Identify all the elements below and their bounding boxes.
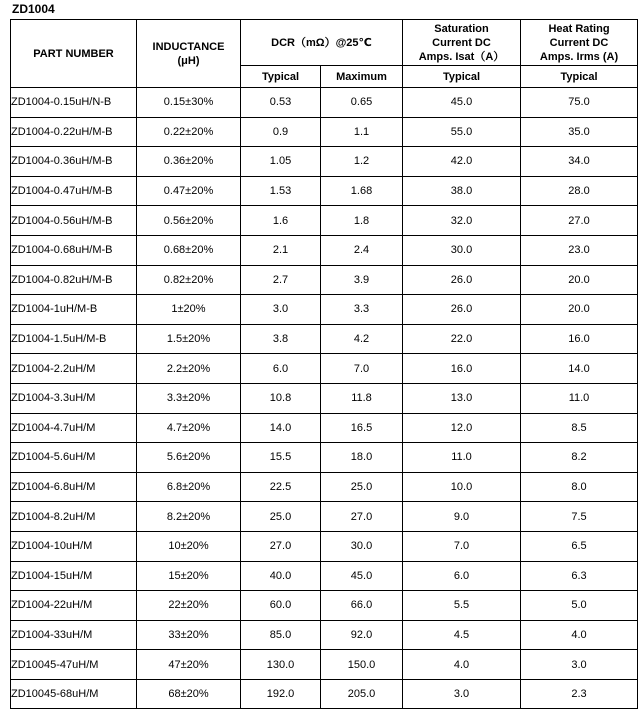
cell-part-number: ZD1004-5.6uH/M (11, 443, 137, 473)
cell-dcr-maximum: 1.2 (321, 147, 403, 177)
cell-isat-typical: 26.0 (403, 295, 521, 325)
cell-part-number: ZD1004-0.82uH/M-B (11, 265, 137, 295)
cell-dcr-maximum: 4.2 (321, 324, 403, 354)
table-row (11, 383, 638, 413)
cell-irms-typical: 34.0 (521, 147, 638, 177)
cell-isat-typical: 6.0 (403, 561, 521, 591)
cell-isat-typical: 55.0 (403, 117, 521, 147)
cell-part-number: ZD1004-4.7uH/M (11, 413, 137, 443)
header-saturation-line2: Current DC (432, 36, 491, 49)
cell-irms-typical: 8.0 (521, 472, 638, 502)
cell-isat-typical: 4.0 (403, 650, 521, 680)
table-row (11, 265, 638, 295)
cell-dcr-maximum: 0.65 (321, 88, 403, 118)
cell-dcr-maximum: 25.0 (321, 472, 403, 502)
table-row (11, 502, 638, 532)
cell-inductance: 15±20% (137, 561, 241, 591)
cell-inductance: 10±20% (137, 531, 241, 561)
cell-irms-typical: 20.0 (521, 295, 638, 325)
cell-dcr-maximum: 92.0 (321, 620, 403, 650)
header-isat-typical: Typical (403, 66, 521, 88)
header-saturation-line1: Saturation (434, 22, 489, 35)
cell-isat-typical: 42.0 (403, 147, 521, 177)
cell-dcr-typical: 2.7 (241, 265, 321, 295)
header-inductance (137, 20, 241, 88)
cell-isat-typical: 22.0 (403, 324, 521, 354)
cell-part-number: ZD1004-33uH/M (11, 620, 137, 650)
cell-irms-typical: 8.2 (521, 443, 638, 473)
cell-inductance: 8.2±20% (137, 502, 241, 532)
cell-part-number: ZD1004-8.2uH/M (11, 502, 137, 532)
cell-part-number: ZD1004-10uH/M (11, 531, 137, 561)
cell-dcr-typical: 3.0 (241, 295, 321, 325)
cell-dcr-maximum: 205.0 (321, 679, 403, 709)
table-row (11, 531, 638, 561)
cell-part-number: ZD1004-0.15uH/N-B (11, 88, 137, 118)
header-heat-line3: Amps. Irms (A) (539, 50, 619, 63)
cell-inductance: 2.2±20% (137, 354, 241, 384)
cell-irms-typical: 35.0 (521, 117, 638, 147)
table-row (11, 472, 638, 502)
cell-inductance: 1±20% (137, 295, 241, 325)
cell-dcr-maximum: 18.0 (321, 443, 403, 473)
table-row (11, 591, 638, 621)
table-row (11, 176, 638, 206)
header-row-top (11, 20, 638, 66)
cell-isat-typical: 45.0 (403, 88, 521, 118)
cell-part-number: ZD1004-0.47uH/M-B (11, 176, 137, 206)
header-heat-rating (521, 20, 638, 66)
cell-part-number: ZD1004-2.2uH/M (11, 354, 137, 384)
cell-inductance: 5.6±20% (137, 443, 241, 473)
cell-part-number: ZD1004-6.8uH/M (11, 472, 137, 502)
cell-inductance: 0.36±20% (137, 147, 241, 177)
cell-isat-typical: 12.0 (403, 413, 521, 443)
cell-inductance: 47±20% (137, 650, 241, 680)
cell-dcr-typical: 0.53 (241, 88, 321, 118)
header-dcr (241, 20, 403, 66)
cell-dcr-maximum: 11.8 (321, 383, 403, 413)
cell-inductance: 68±20% (137, 679, 241, 709)
table-body (11, 88, 638, 709)
cell-part-number: ZD1004-0.56uH/M-B (11, 206, 137, 236)
table-row (11, 443, 638, 473)
cell-irms-typical: 7.5 (521, 502, 638, 532)
cell-dcr-typical: 2.1 (241, 235, 321, 265)
cell-dcr-typical: 1.6 (241, 206, 321, 236)
cell-dcr-maximum: 2.4 (321, 235, 403, 265)
cell-irms-typical: 28.0 (521, 176, 638, 206)
cell-irms-typical: 4.0 (521, 620, 638, 650)
table-row (11, 679, 638, 709)
header-heat-line1: Heat Rating (548, 22, 610, 35)
table-row (11, 413, 638, 443)
cell-dcr-maximum: 27.0 (321, 502, 403, 532)
cell-irms-typical: 27.0 (521, 206, 638, 236)
cell-isat-typical: 3.0 (403, 679, 521, 709)
cell-dcr-typical: 3.8 (241, 324, 321, 354)
table-row (11, 295, 638, 325)
table-row (11, 561, 638, 591)
cell-dcr-typical: 14.0 (241, 413, 321, 443)
header-part-number-label: PART NUMBER (33, 47, 114, 60)
cell-dcr-maximum: 3.3 (321, 295, 403, 325)
cell-dcr-maximum: 1.1 (321, 117, 403, 147)
cell-part-number: ZD1004-0.36uH/M-B (11, 147, 137, 177)
cell-irms-typical: 16.0 (521, 324, 638, 354)
cell-inductance: 0.82±20% (137, 265, 241, 295)
cell-dcr-typical: 15.5 (241, 443, 321, 473)
cell-isat-typical: 9.0 (403, 502, 521, 532)
cell-isat-typical: 5.5 (403, 591, 521, 621)
header-dcr-label: DCR（mΩ）@25℃ (271, 36, 372, 49)
table-row (11, 324, 638, 354)
document-title: ZD1004 (12, 2, 55, 16)
cell-dcr-maximum: 16.5 (321, 413, 403, 443)
cell-irms-typical: 14.0 (521, 354, 638, 384)
cell-dcr-maximum: 150.0 (321, 650, 403, 680)
cell-isat-typical: 7.0 (403, 531, 521, 561)
cell-inductance: 1.5±20% (137, 324, 241, 354)
header-inductance-line2: (μH) (177, 54, 200, 67)
cell-dcr-maximum: 1.8 (321, 206, 403, 236)
table-row (11, 650, 638, 680)
cell-irms-typical: 8.5 (521, 413, 638, 443)
header-dcr-maximum: Maximum (321, 66, 403, 88)
cell-irms-typical: 3.0 (521, 650, 638, 680)
cell-inductance: 0.68±20% (137, 235, 241, 265)
cell-dcr-typical: 60.0 (241, 591, 321, 621)
cell-inductance: 0.22±20% (137, 117, 241, 147)
cell-part-number: ZD10045-68uH/M (11, 679, 137, 709)
cell-dcr-typical: 1.53 (241, 176, 321, 206)
header-saturation (403, 20, 521, 66)
cell-inductance: 22±20% (137, 591, 241, 621)
cell-dcr-typical: 40.0 (241, 561, 321, 591)
cell-part-number: ZD10045-47uH/M (11, 650, 137, 680)
cell-irms-typical: 23.0 (521, 235, 638, 265)
cell-inductance: 33±20% (137, 620, 241, 650)
cell-dcr-typical: 0.9 (241, 117, 321, 147)
cell-dcr-typical: 130.0 (241, 650, 321, 680)
cell-isat-typical: 26.0 (403, 265, 521, 295)
spec-table (10, 19, 638, 709)
cell-part-number: ZD1004-22uH/M (11, 591, 137, 621)
cell-isat-typical: 16.0 (403, 354, 521, 384)
cell-dcr-maximum: 3.9 (321, 265, 403, 295)
cell-part-number: ZD1004-15uH/M (11, 561, 137, 591)
cell-isat-typical: 11.0 (403, 443, 521, 473)
header-inductance-line1: INDUCTANCE (152, 40, 225, 53)
cell-dcr-typical: 192.0 (241, 679, 321, 709)
header-saturation-line3: Amps. Isat（A） (418, 50, 505, 63)
cell-inductance: 3.3±20% (137, 383, 241, 413)
cell-dcr-typical: 27.0 (241, 531, 321, 561)
header-part-number (11, 20, 137, 88)
cell-inductance: 0.56±20% (137, 206, 241, 236)
cell-irms-typical: 5.0 (521, 591, 638, 621)
table-row (11, 88, 638, 118)
cell-dcr-maximum: 45.0 (321, 561, 403, 591)
cell-isat-typical: 38.0 (403, 176, 521, 206)
table-row (11, 235, 638, 265)
cell-irms-typical: 75.0 (521, 88, 638, 118)
table-header (11, 20, 638, 88)
cell-dcr-typical: 22.5 (241, 472, 321, 502)
cell-irms-typical: 6.3 (521, 561, 638, 591)
header-irms-typical: Typical (521, 66, 638, 88)
cell-irms-typical: 20.0 (521, 265, 638, 295)
header-heat-line2: Current DC (549, 36, 609, 49)
cell-dcr-typical: 25.0 (241, 502, 321, 532)
cell-dcr-maximum: 66.0 (321, 591, 403, 621)
cell-inductance: 0.47±20% (137, 176, 241, 206)
cell-dcr-maximum: 30.0 (321, 531, 403, 561)
cell-isat-typical: 32.0 (403, 206, 521, 236)
cell-part-number: ZD1004-0.22uH/M-B (11, 117, 137, 147)
cell-irms-typical: 2.3 (521, 679, 638, 709)
cell-isat-typical: 30.0 (403, 235, 521, 265)
cell-part-number: ZD1004-1uH/M-B (11, 295, 137, 325)
cell-inductance: 4.7±20% (137, 413, 241, 443)
cell-irms-typical: 6.5 (521, 531, 638, 561)
table-row (11, 147, 638, 177)
cell-inductance: 0.15±30% (137, 88, 241, 118)
cell-inductance: 6.8±20% (137, 472, 241, 502)
cell-part-number: ZD1004-0.68uH/M-B (11, 235, 137, 265)
table-row (11, 620, 638, 650)
cell-isat-typical: 13.0 (403, 383, 521, 413)
cell-isat-typical: 10.0 (403, 472, 521, 502)
cell-dcr-maximum: 1.68 (321, 176, 403, 206)
cell-dcr-typical: 1.05 (241, 147, 321, 177)
cell-dcr-maximum: 7.0 (321, 354, 403, 384)
cell-dcr-typical: 10.8 (241, 383, 321, 413)
table-row (11, 354, 638, 384)
cell-part-number: ZD1004-3.3uH/M (11, 383, 137, 413)
header-dcr-typical: Typical (241, 66, 321, 88)
table-row (11, 117, 638, 147)
cell-dcr-typical: 85.0 (241, 620, 321, 650)
cell-isat-typical: 4.5 (403, 620, 521, 650)
cell-dcr-typical: 6.0 (241, 354, 321, 384)
table-row (11, 206, 638, 236)
cell-irms-typical: 11.0 (521, 383, 638, 413)
cell-part-number: ZD1004-1.5uH/M-B (11, 324, 137, 354)
